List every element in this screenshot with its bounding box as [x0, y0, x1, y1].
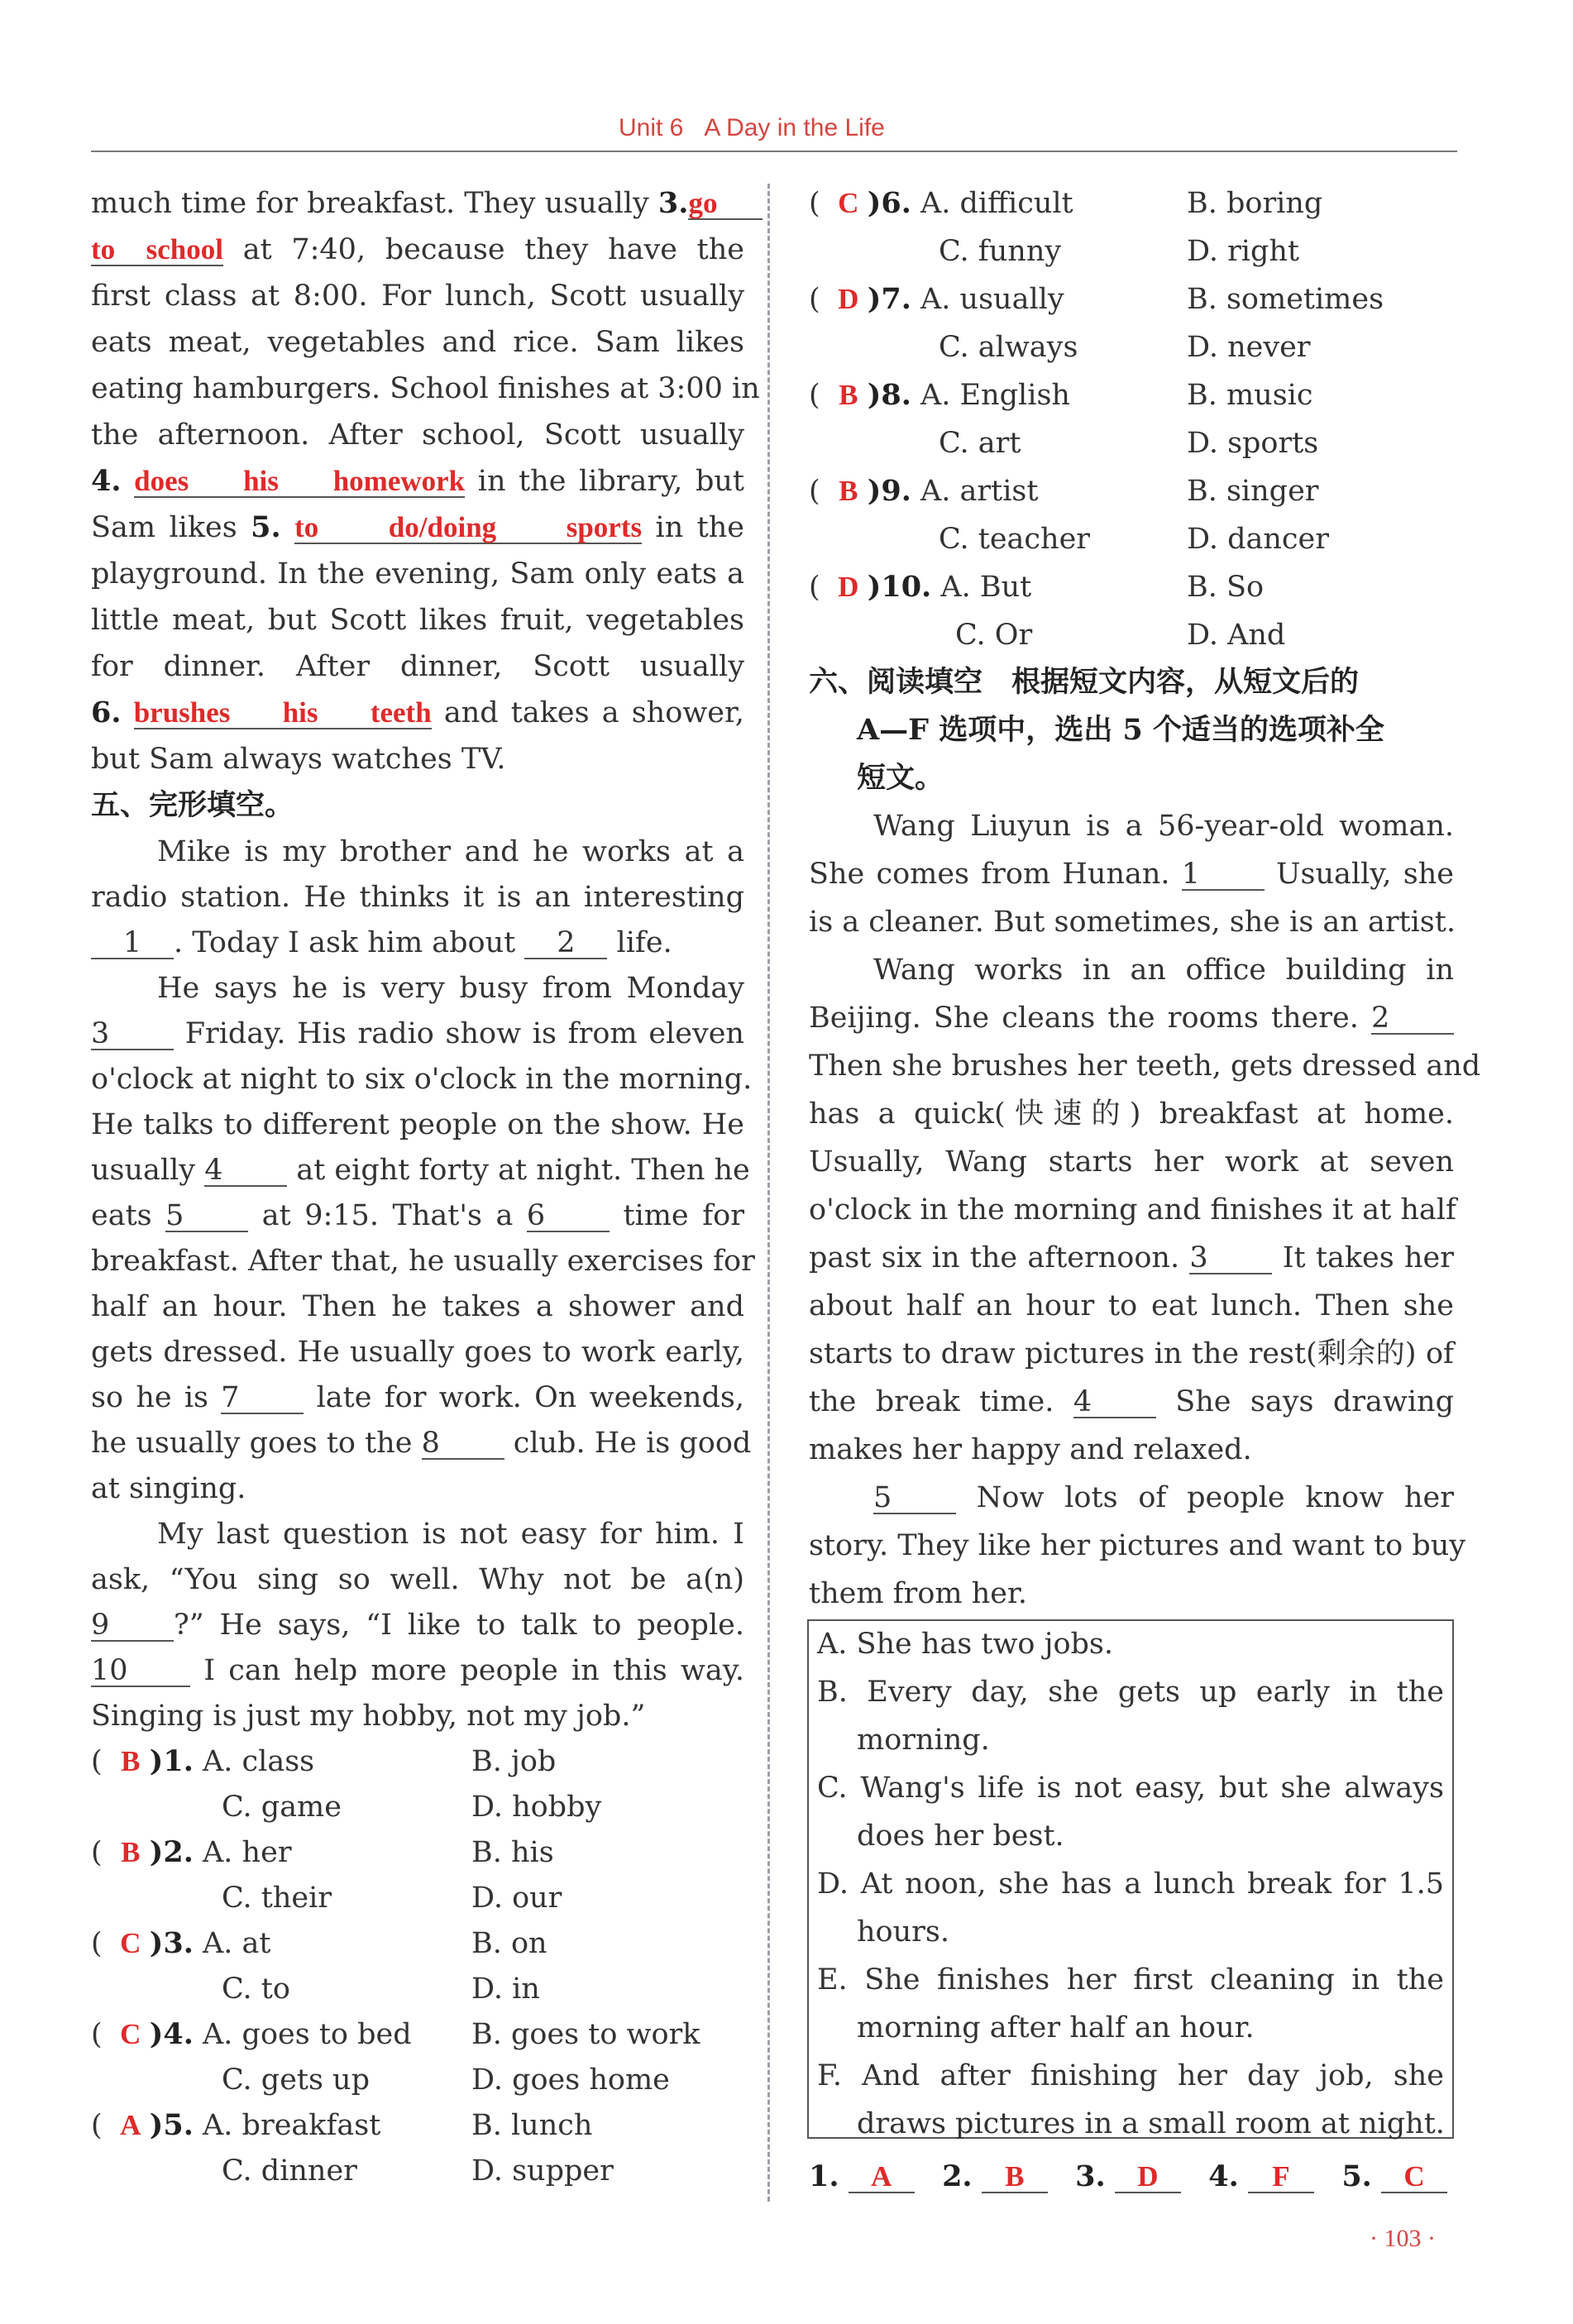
section-6-title: 六、阅读填空 根据短文内容，从短文后的	[809, 665, 1360, 699]
cloze-line: he usually goes to the 8 club. He is good	[91, 1427, 752, 1460]
reading-blank-2: 2	[1371, 1003, 1454, 1035]
reading-blank-1: 1	[1182, 859, 1265, 891]
mc-option[interactable]: D. right	[1187, 235, 1300, 268]
cloze-line: Singing is just my hobby, not my job.”	[91, 1700, 646, 1733]
cloze-line: 1 . Today I ask him about 2 life.	[91, 925, 672, 961]
passage-line: Sam likes 5. to do/doing sports in the	[91, 510, 744, 544]
cloze-line: 10 I can help more people in this way.	[91, 1654, 744, 1687]
answer-blank-3-cont: to school	[91, 233, 223, 265]
mc-option[interactable]: C. funny	[939, 235, 1062, 268]
cloze-line: o'clock at night to six o'clock in the morning.	[91, 1063, 753, 1096]
cloze-blank-9: 9	[91, 1610, 174, 1642]
cloze-line: breakfast. After that, he usually exercises for	[91, 1245, 755, 1278]
cloze-blank-10: 10	[91, 1656, 190, 1687]
mc-option[interactable]: B. boring	[1187, 187, 1323, 220]
mc-option[interactable]: B. lunch	[471, 2109, 593, 2142]
reading-line: them from her.	[809, 1577, 1027, 1610]
mc-option[interactable]: B. goes to work	[471, 2018, 700, 2051]
mc-answer: B	[121, 1745, 141, 1777]
cloze-line: 3 Friday. His radio show is from eleven	[91, 1017, 744, 1050]
mc-option[interactable]: B. sometimes	[1187, 283, 1384, 316]
mc-option[interactable]: C. their	[222, 1882, 332, 1915]
passage-line: 4. does his homework in the library, but	[91, 464, 744, 498]
passage-line: 6. brushes his teeth and takes a shower,	[91, 696, 744, 729]
cloze-line: half an hour. Then he takes a shower and	[91, 1290, 744, 1323]
reading-line: story. They like her pictures and want to buy	[809, 1529, 1466, 1562]
section-6-title-cont: A—F 选项中，选出 5 个适当的选项补全	[857, 713, 1384, 747]
mc-answer: A	[120, 2109, 141, 2141]
option-c: C. Wang's life is not easy, but she always	[817, 1772, 1444, 1805]
mc-option[interactable]: C. Or	[955, 619, 1033, 652]
section-5-title: 五、完形填空。	[91, 788, 294, 822]
mc-option[interactable]: D. hobby	[471, 1791, 602, 1824]
option-d-cont: hours.	[857, 1915, 949, 1949]
cloze-line: My last question is not easy for him. I	[157, 1518, 744, 1551]
reading-line: Wang works in an office building in	[873, 954, 1454, 987]
column-divider	[767, 184, 770, 2202]
cloze-line: radio station. He thinks it is an interesting	[91, 881, 744, 914]
passage-line: the afternoon. After school, Scott usually	[91, 418, 744, 452]
reading-line: 5 Now lots of people know her	[873, 1481, 1454, 1514]
mc-option[interactable]: C. to	[222, 1973, 290, 2006]
passage-line: little meat, but Scott likes fruit, vegetables	[91, 604, 744, 637]
mc-option[interactable]: C. art	[939, 427, 1021, 460]
answer-3[interactable]: D	[1115, 2162, 1181, 2193]
mc-option[interactable]: C. dinner	[222, 2154, 357, 2188]
mc-option[interactable]: D. And	[1187, 619, 1286, 652]
cloze-line: He says he is very busy from Monday	[157, 972, 744, 1005]
section-6-title-cont: 短文。	[857, 761, 944, 795]
answer-blank-5: to do/doing sports	[294, 511, 643, 543]
mc-option[interactable]: B. singer	[1187, 475, 1319, 508]
reading-line: is a cleaner. But sometimes, she is an artist.	[809, 906, 1456, 939]
option-f: F. And after finishing her day job, she	[817, 2059, 1444, 2092]
cloze-blank-7: 7	[221, 1383, 304, 1414]
cloze-line: ask, “You sing so well. Why not be a(n)	[91, 1563, 744, 1596]
cloze-line: He talks to different people on the show. He	[91, 1108, 744, 1141]
cloze-line: so he is 7 late for work. On weekends,	[91, 1381, 744, 1414]
answer-blank-6: brushes his teeth	[133, 696, 432, 729]
cloze-blank-4: 4	[204, 1155, 287, 1187]
cloze-blank-1: 1	[91, 928, 174, 959]
reading-line: past six in the afternoon. 3 It takes her	[809, 1241, 1454, 1274]
passage-line: playground. In the evening, Sam only eats a	[91, 557, 744, 591]
reading-line: has a quick(快速的) breakfast at home.	[809, 1097, 1454, 1131]
mc-option[interactable]: C. teacher	[939, 523, 1091, 556]
passage-line: for dinner. After dinner, Scott usually	[91, 650, 744, 683]
reading-blank-4: 4	[1073, 1387, 1156, 1418]
answer-5[interactable]: C	[1381, 2162, 1447, 2193]
reading-blank-5: 5	[873, 1483, 956, 1514]
option-c-cont: does her best.	[857, 1820, 1064, 1853]
page-number: · 103 ·	[1370, 2225, 1436, 2252]
option-f-cont: draws pictures in a small room at night.	[857, 2107, 1445, 2140]
answer-1[interactable]: A	[849, 2162, 915, 2193]
answer-2[interactable]: B	[982, 2162, 1048, 2193]
unit-header	[619, 114, 885, 142]
cloze-blank-2: 2	[524, 928, 607, 959]
cloze-line: at singing.	[91, 1472, 246, 1505]
reading-line: Usually, Wang starts her work at seven	[809, 1145, 1454, 1179]
mc-option[interactable]: D. never	[1187, 331, 1311, 364]
option-b-cont: morning.	[857, 1724, 990, 1757]
passage-line: eating hamburgers. School finishes at 3:00 in	[91, 372, 760, 405]
cloze-line: usually 4 at eight forty at night. Then he	[91, 1154, 750, 1187]
mc-option[interactable]: D. in	[471, 1973, 540, 2006]
header-rule	[91, 151, 1457, 152]
mc-option[interactable]: B. on	[471, 1927, 547, 1960]
answer-blank-4: does his homework	[134, 465, 466, 497]
mc-answer: C	[120, 2018, 141, 2050]
unit-title: A Day in the Life	[704, 114, 885, 141]
reading-line: o'clock in the morning and finishes it at half	[809, 1193, 1456, 1227]
option-e: E. She finishes her first cleaning in the	[817, 1963, 1444, 1996]
cloze-blank-3: 3	[91, 1019, 174, 1050]
reading-line: starts to draw pictures in the rest(剩余的) of	[809, 1337, 1454, 1370]
mc-option[interactable]: D. sports	[1187, 427, 1319, 460]
mc-option[interactable]: B. music	[1187, 379, 1313, 412]
passage-line: much time for breakfast. They usually 3.go	[91, 185, 744, 222]
mc-answer: C	[838, 187, 859, 219]
mc-answer: D	[838, 571, 859, 603]
mc-option[interactable]: C. game	[222, 1791, 342, 1824]
cloze-blank-5: 5	[165, 1201, 248, 1232]
mc-option[interactable]: B. his	[471, 1836, 554, 1869]
reading-line: Beijing. She cleans the rooms there. 2	[809, 1000, 1454, 1036]
passage-line: first class at 8:00. For lunch, Scott usually	[91, 280, 744, 313]
mc-answer: D	[838, 283, 859, 315]
mc-answer: B	[839, 475, 858, 507]
reading-line: the break time. 4 She says drawing	[809, 1385, 1454, 1418]
mc-option[interactable]: B. job	[471, 1745, 557, 1778]
reading-line: Then she brushes her teeth, gets dressed and	[809, 1050, 1481, 1083]
answer-4[interactable]: F	[1248, 2162, 1314, 2193]
answer-blank-3: go	[688, 189, 763, 220]
mc-answer: C	[120, 1927, 141, 1959]
answer-row: 1. A 2. B 3. D 4. F 5. C	[809, 2159, 1447, 2195]
cloze-line: Mike is my brother and he works at a	[157, 835, 744, 868]
mc-answer: B	[121, 1836, 141, 1868]
mc-option[interactable]: D. goes home	[471, 2063, 670, 2097]
mc-option[interactable]: B. So	[1187, 571, 1265, 604]
option-a: A. She has two jobs.	[817, 1628, 1114, 1661]
cloze-line: gets dressed. He usually goes to work early,	[91, 1336, 744, 1369]
mc-option[interactable]: D. dancer	[1187, 523, 1329, 556]
cloze-blank-6: 6	[527, 1201, 610, 1232]
reading-line: about half an hour to eat lunch. Then she	[809, 1289, 1454, 1322]
cloze-blank-8: 8	[422, 1428, 504, 1460]
option-b: B. Every day, she gets up early in the	[817, 1676, 1444, 1709]
option-e-cont: morning after half an hour.	[857, 2011, 1255, 2044]
cloze-line: eats 5 at 9:15. That's a 6 time for	[91, 1199, 744, 1232]
passage-line: to school at 7:40, because they have the	[91, 233, 744, 266]
reading-blank-3: 3	[1189, 1243, 1272, 1274]
reading-line: Wang Liuyun is a 56-year-old woman.	[873, 810, 1454, 843]
mc-option[interactable]: D. our	[471, 1882, 562, 1915]
unit-label: Unit 6	[619, 114, 684, 141]
cloze-line: 9 ?” He says, “I like to talk to people.	[91, 1609, 744, 1642]
mc-option[interactable]: C. gets up	[222, 2063, 370, 2097]
mc-option[interactable]: D. supper	[471, 2154, 614, 2188]
mc-option[interactable]: C. always	[939, 331, 1078, 364]
reading-line: She comes from Hunan. 1 Usually, she	[809, 858, 1454, 891]
passage-line: but Sam always watches TV.	[91, 743, 506, 776]
reading-line: makes her happy and relaxed.	[809, 1433, 1252, 1466]
mc-answer: B	[839, 379, 858, 411]
passage-line: eats meat, vegetables and rice. Sam likes	[91, 326, 744, 359]
option-d: D. At noon, she has a lunch break for 1.5	[817, 1867, 1444, 1901]
